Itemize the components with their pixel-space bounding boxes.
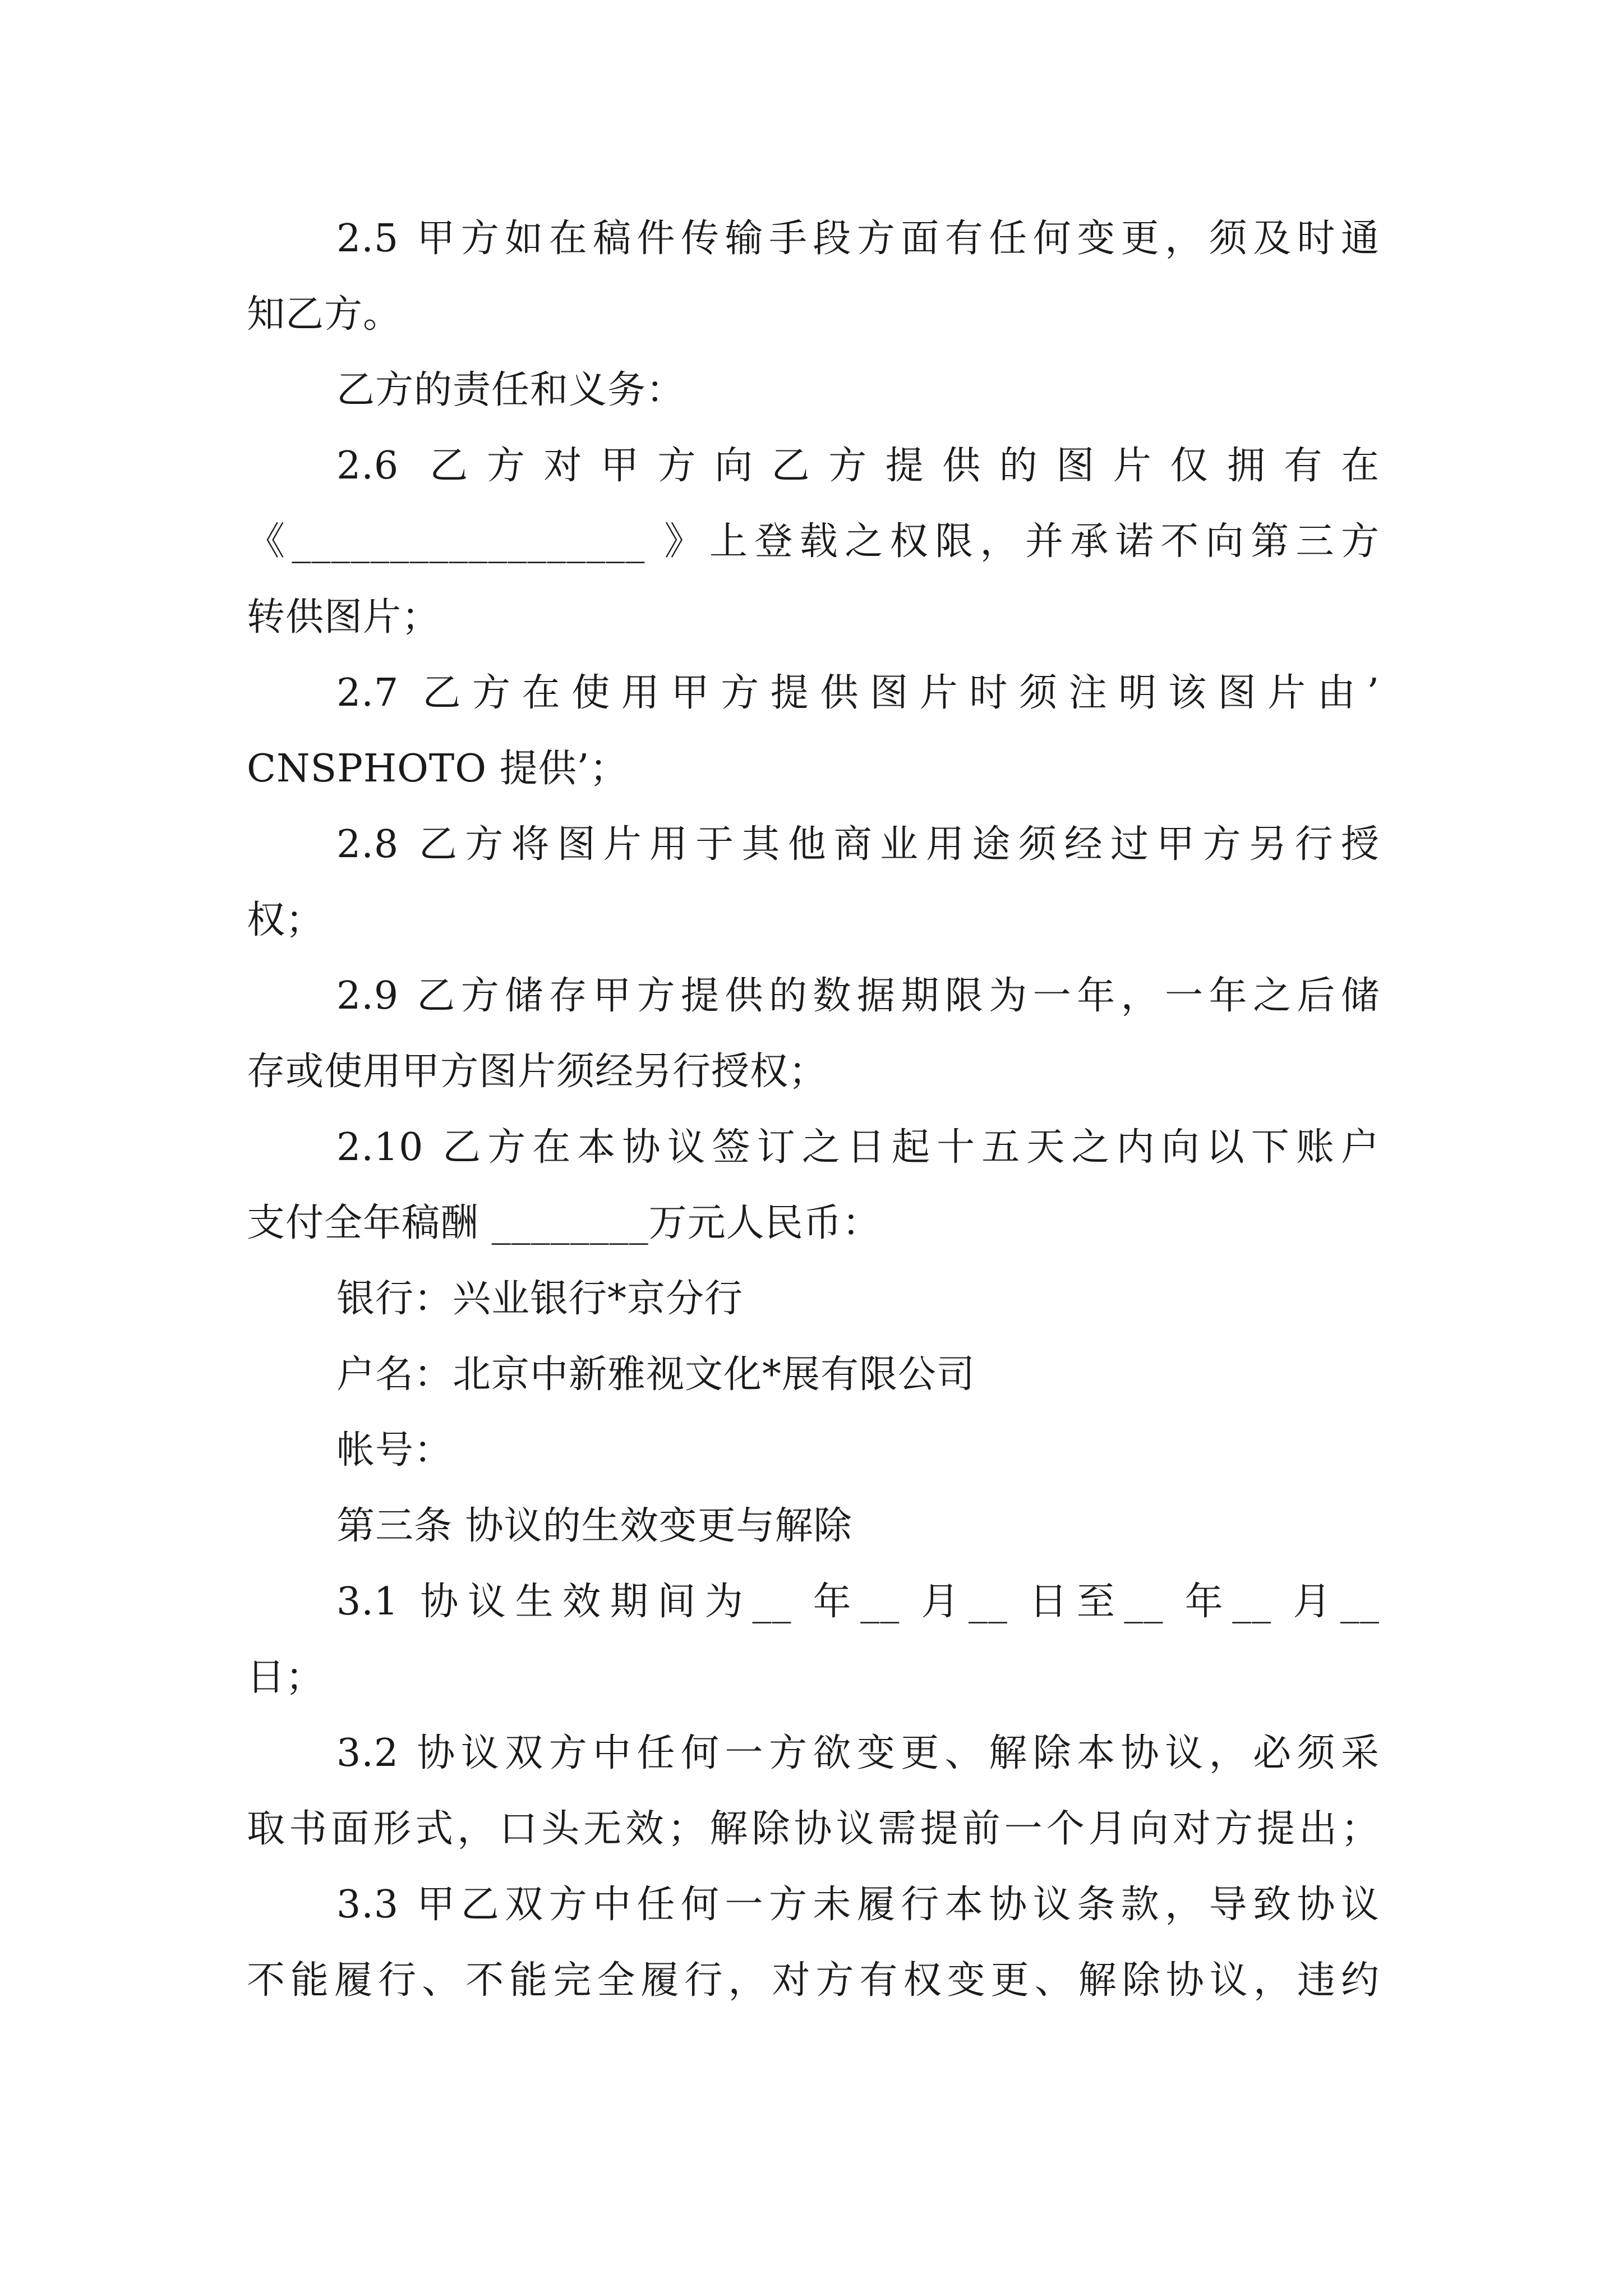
paragraph-3-3-line-1: 3.3 甲乙双方中任何一方未履行本协议条款，导致协议 [336, 1883, 1380, 1927]
paragraph-2-8-line-1: 2.8 乙方将图片用于其他商业用途须经过甲方另行授 [336, 822, 1380, 867]
paragraph-3-2-line-2: 取书面形式，口头无效；解除协议需提前一个月向对方提出； [247, 1807, 1380, 1851]
paragraph-2-8-line-2: 权； [247, 898, 325, 942]
account-holder-line: 户名：北京中新雅视文化*展有限公司 [336, 1352, 976, 1397]
paragraph-2-6-line-1: 2.6 乙方对甲方向乙方提供的图片仅拥有在 [336, 444, 1380, 488]
paragraph-2-5-line-2: 知乙方。 [247, 292, 402, 337]
paragraph-2-10-line-1: 2.10 乙方在本协议签订之日起十五天之内向以下账户 [336, 1125, 1380, 1170]
paragraph-3-2-line-1: 3.2 协议双方中任何一方欲变更、解除本协议，必须采 [336, 1731, 1380, 1775]
paragraph-2-5-line-1: 2.5 甲方如在稿件传输手段方面有任何变更，须及时通 [336, 217, 1380, 261]
paragraph-2-6-line-2: 《__________________ 》上登载之权限，并承诺不向第三方 [247, 519, 1380, 564]
bank-name-line: 银行：兴业银行*京分行 [336, 1277, 744, 1321]
paragraph-2-6-line-3: 转供图片； [247, 595, 441, 639]
paragraph-2-7-line-2: CNSPHOTO 提供’； [247, 747, 629, 791]
paragraph-2-9-line-2: 存或使用甲方图片须经另行授权； [247, 1050, 828, 1094]
section-heading-party-b-duties: 乙方的责任和义务： [336, 368, 685, 412]
paragraph-2-7-line-1: 2.7 乙方在使用甲方提供图片时须注明该图片由’ [336, 671, 1380, 715]
account-number-line: 帐号： [336, 1428, 453, 1473]
paragraph-3-1-line-1: 3.1 协议生效期间为__ 年__ 月__ 日至__ 年__ 月__ [336, 1580, 1380, 1624]
article-3-heading: 第三条 协议的生效变更与解除 [336, 1504, 852, 1548]
paragraph-3-3-line-2: 不能履行、不能完全履行，对方有权变更、解除协议，违约 [247, 1958, 1380, 2003]
paragraph-2-10-line-2: 支付全年稿酬 ________万元人民币： [247, 1201, 881, 1245]
paragraph-2-9-line-1: 2.9 乙方储存甲方提供的数据期限为一年，一年之后储 [336, 974, 1380, 1018]
paragraph-3-1-line-2: 日； [247, 1655, 325, 1700]
